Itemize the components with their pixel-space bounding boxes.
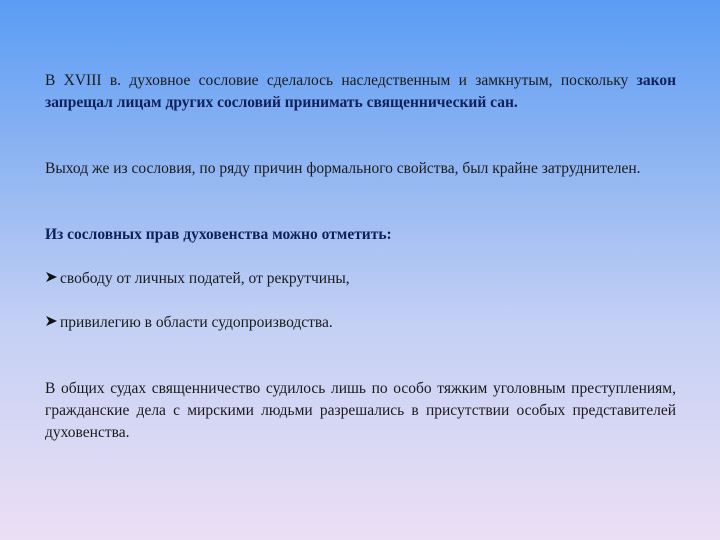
list-item [45,312,676,334]
rights-heading: Из сословных прав духовенства можно отметить: [45,226,392,243]
paragraph-exit: Выход же из сословия, по ряду причин формального свойства, был крайне затруднителен. [45,160,641,177]
paragraph-courts: В общих судах священничество судилось лишь по особо тяжким уголовным преступлениям, гражданские дела с мирскими людьми разрешались в присутствии особых представителей духовенства. [45,380,676,441]
paragraph-inheritance-emphasis: закон запрещал лицам других сословий принимать священнический сан. [45,72,676,111]
list-item [45,268,676,290]
slide-content [45,70,676,444]
list-item-text: привилегию в области судопроизводства. [60,314,333,331]
list-item-text: свободу от личных податей, от рекрутчины, [60,270,350,287]
paragraph-inheritance-text: В XVIII в. духовное сословие сделалось наследственным и замкнутым, поскольку [45,72,637,89]
paragraph-inheritance [45,70,676,114]
arrowhead-bullet-icon [45,315,60,327]
arrowhead-bullet-icon [45,271,60,283]
